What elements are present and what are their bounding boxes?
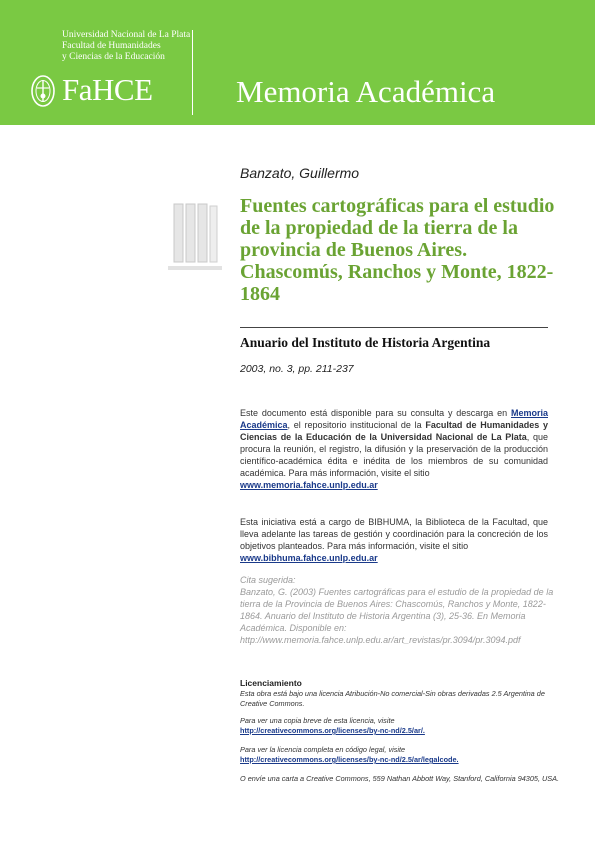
license-full-copy <box>240 745 560 765</box>
p1-intro: Este documento está disponible para su consulta y descarga en <box>240 408 511 418</box>
p2-text: Esta iniciativa está a cargo de BIBHUMA, la Biblioteca de la Facultad, que lleva adelante las tareas de gestión y coordinación para la concreción de los objetivos planteados. Para más información, visite el sitio <box>240 517 548 551</box>
fahce-logo-text: FaHCE <box>62 72 153 107</box>
license-short-link[interactable]: http://creativecommons.org/licenses/by-nc-nd/2.5/ar/. <box>240 726 425 735</box>
memoria-academica-link[interactable]: Memoria Académica <box>240 408 548 430</box>
availability-paragraph <box>240 407 548 491</box>
author: Banzato, Guillermo <box>240 165 360 181</box>
header-divider <box>192 30 193 115</box>
citation-label: Cita sugerida: <box>240 575 296 585</box>
faculty-name-line1: Facultad de Humanidades <box>62 41 161 51</box>
university-name: Universidad Nacional de La Plata <box>62 30 191 40</box>
bibhuma-site-link[interactable]: www.bibhuma.fahce.unlp.edu.ar <box>240 553 378 563</box>
citation-text: Banzato, G. (2003) Fuentes cartográficas para el estudio de la propiedad de la tierra de la Provincia de Buenos Aires: Chascomús, Ranchos y Monte, 1822-1864. Anuario del Instituto de Historia Argentina (3), 25-36. En Memoria Académica. Disponible en: http://www.memoria.fahce.unlp.edu.ar/art_revistas/pr.3094/pr.3094.pdf <box>240 587 554 645</box>
document-title: Fuentes cartográficas para el estudio de la propiedad de la tierra de la provincia de Buenos Aires. Chascomús, Ranchos y Monte, 1822-1864 <box>240 195 555 305</box>
university-seal-icon <box>30 74 56 108</box>
books-logo-icon <box>168 200 222 276</box>
license-heading: Licenciamiento <box>240 678 302 688</box>
title-rule <box>240 327 548 328</box>
bibhuma-paragraph <box>240 516 548 564</box>
license-mail-address: O envíe una carta a Creative Commons, 559 Nathan Abbott Way, Stanford, California 94305, USA. <box>240 774 560 783</box>
p1-end: , que procura la reunión, el registro, la difusión y la preservación de la producción científico-académica édita e inédita de los miembros de su comunidad académica. Para más información, visite el sitio <box>240 432 548 478</box>
license-short-text: Para ver una copia breve de esta licencia, visite <box>240 716 395 725</box>
p1-mid: , el repositorio institucional de la <box>287 420 426 430</box>
license-full-link[interactable]: http://creativecommons.org/licenses/by-nc-nd/2.5/ar/legalcode. <box>240 755 459 764</box>
institution-lines <box>62 30 190 63</box>
repository-title: Memoria Académica <box>236 74 496 109</box>
faculty-name-line2: y Ciencias de la Educación <box>62 52 165 62</box>
memoria-site-link[interactable]: www.memoria.fahce.unlp.edu.ar <box>240 480 378 490</box>
issue-info: 2003, no. 3, pp. 211-237 <box>240 363 354 375</box>
journal-name: Anuario del Instituto de Historia Argentina <box>240 335 491 350</box>
license-short-copy <box>240 716 560 736</box>
license-full-text: Para ver la licencia completa en código legal, visite <box>240 745 406 754</box>
faculty-bold-text: Facultad de Humanidades y Ciencias de la Educación de la Universidad Nacional de La Plata <box>240 420 548 442</box>
license-statement: Esta obra está bajo una licencia Atribución-No comercial-Sin obras derivadas 2.5 Argentina de Creative Commons. <box>240 689 545 708</box>
suggested-citation <box>240 574 560 646</box>
